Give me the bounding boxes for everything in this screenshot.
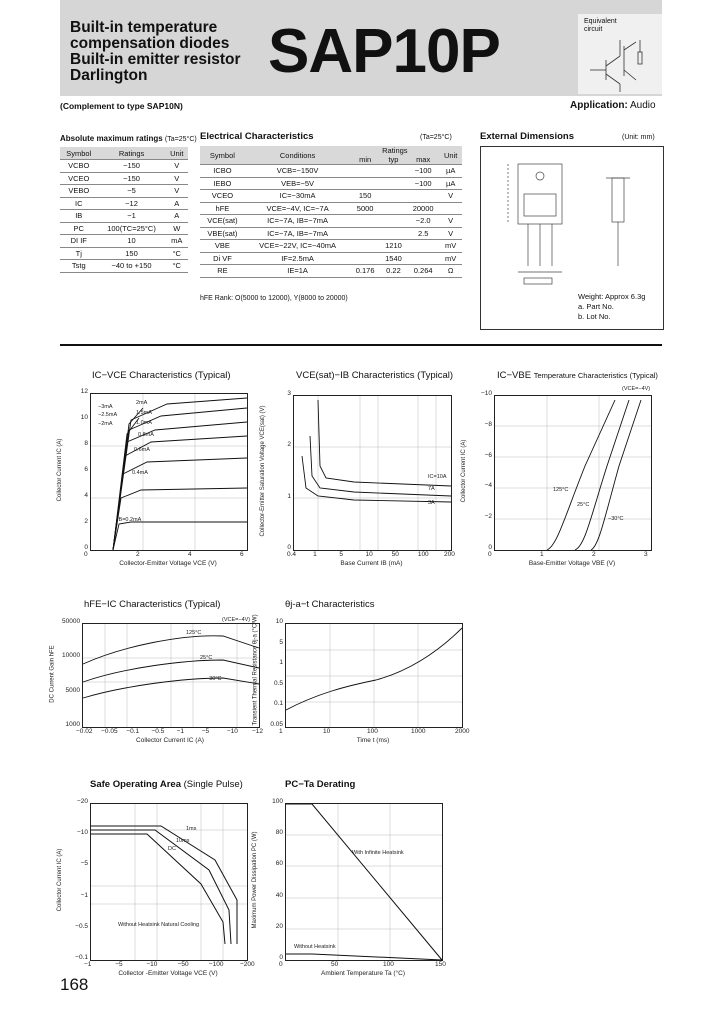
g2-xtick: 50	[391, 551, 399, 558]
g6-xtick: −100	[208, 961, 224, 968]
section-divider	[60, 344, 662, 346]
elec-cell: −100	[407, 165, 439, 178]
g7-title-main: PC−Ta Derating	[285, 779, 356, 790]
elec-cell: 1210	[380, 240, 407, 253]
elec-condition: (Ta=25°C)	[420, 134, 452, 141]
abs-cell: −150	[98, 160, 166, 173]
g7-title	[285, 779, 355, 790]
elec-cell: 0.22	[380, 265, 407, 278]
g1-title-main: IC−VCE Characteristics	[92, 370, 193, 381]
g1-title-sub: (Typical)	[194, 370, 231, 381]
g5-plot	[285, 623, 463, 728]
g3-title-sub: Temperature Characteristics (Typical)	[533, 371, 658, 380]
abs-cell: V	[166, 172, 188, 185]
abs-cell: PC	[60, 222, 98, 235]
elec-cell: 20000	[407, 202, 439, 215]
g7-xtick: 100	[383, 961, 394, 968]
abs-head-symbol: Symbol	[60, 147, 98, 160]
abs-cell: −150	[98, 172, 166, 185]
g7-curve-label: With Infinite Heatsink	[352, 850, 404, 856]
abs-cell: A	[166, 197, 188, 210]
elec-head-conditions: Conditions	[245, 146, 350, 165]
g6-title-sub: (Single Pulse)	[183, 779, 243, 790]
part-number: SAP10P	[268, 17, 500, 86]
abs-cell: −40 to +150	[98, 260, 166, 273]
g6-svg	[91, 804, 247, 960]
g3-curve-label: (VCE=−4V)	[622, 386, 651, 392]
g1-ytick: 2	[84, 518, 88, 525]
abs-max-title-text: Absolute maximum ratings	[60, 134, 163, 143]
page-number: 168	[60, 975, 89, 994]
g5-xlabel: Time t (ms)	[356, 737, 390, 744]
elec-cell	[350, 165, 380, 178]
elec-cell: µA	[439, 165, 462, 178]
abs-max-table	[60, 147, 188, 273]
abs-cell: 10	[98, 235, 166, 248]
elec-table	[200, 146, 462, 278]
g2-ytick: 2	[287, 441, 291, 449]
elec-head-unit: Unit	[439, 146, 462, 165]
abs-cell: mA	[166, 235, 188, 248]
elec-cell: 5000	[350, 202, 380, 215]
g5-ytick: 1	[279, 659, 283, 667]
elec-head-min: min	[350, 155, 380, 165]
g6-curve-label: DC	[168, 846, 176, 852]
g2-curve-label: 3A	[428, 500, 435, 506]
g3-svg	[495, 396, 651, 550]
elec-cell	[407, 240, 439, 253]
elec-row	[200, 240, 462, 253]
g6-xtick: −1	[84, 961, 92, 968]
elec-cell: IC=−30mA	[245, 190, 350, 203]
g3-ytick: −2	[484, 513, 492, 521]
g1-ytick: 8	[84, 440, 88, 447]
elec-cell: IC=−7A, IB=−7mA	[245, 227, 350, 240]
elec-row	[200, 190, 462, 203]
g1-curve-label: 0.6mA	[134, 447, 150, 453]
elec-cell	[350, 252, 380, 265]
title-line-1: Built-in temperature	[70, 19, 218, 36]
g5-xtick: 1	[279, 728, 283, 735]
g2-xtick: 100	[417, 551, 429, 558]
g4-xtick: −0.1	[126, 728, 140, 735]
elec-cell: ICBO	[200, 165, 245, 178]
g3-ylabel: Collector Current IC (A)	[461, 439, 467, 503]
elec-row	[200, 165, 462, 178]
abs-cell: °C	[166, 260, 188, 273]
g1-curve-label: 1.5mA	[136, 410, 152, 416]
g3-xtick: 1	[540, 551, 544, 558]
abs-cell: VEBO	[60, 185, 98, 198]
g2-title-sub: (Typical)	[417, 370, 454, 381]
hfe-rank-note: hFE Rank: O(5000 to 12000), Y(8000 to 20000)	[200, 295, 348, 302]
g6-xtick: −10	[146, 961, 158, 968]
g6-ylabel: Collector Current IC (A)	[57, 848, 63, 912]
g7-ytick: 0	[279, 954, 283, 961]
abs-cell: Tstg	[60, 260, 98, 273]
g3-xlabel: Base-Emitter Voltage VBE (V)	[528, 560, 616, 567]
elec-cell: VBE(sat)	[200, 227, 245, 240]
elec-head-symbol: Symbol	[200, 146, 245, 165]
elec-cell	[380, 190, 407, 203]
elec-cell	[350, 177, 380, 190]
g4-title-sub: (Typical)	[184, 599, 221, 610]
g6-xtick: −50	[177, 961, 189, 968]
g2-ytick: 1	[287, 492, 291, 500]
abs-cell: IB	[60, 210, 98, 223]
abs-row	[60, 260, 188, 273]
g1-xtick: 4	[188, 551, 192, 558]
elec-cell: IC=−7A, IB=−7mA	[245, 215, 350, 228]
elec-cell	[380, 177, 407, 190]
g2-curve-label: IC=10A	[428, 474, 447, 480]
g1-ytick: 6	[84, 466, 88, 473]
elec-cell: −100	[407, 177, 439, 190]
g3-ytick: 0	[488, 544, 492, 551]
g1-xtick: 2	[136, 551, 140, 558]
g1-xtick: 6	[240, 551, 244, 558]
elec-cell	[350, 215, 380, 228]
g3-ytick: −8	[484, 420, 492, 428]
elec-head-ratings: Ratings	[350, 146, 439, 155]
elec-cell	[350, 227, 380, 240]
elec-cell: −2.0	[407, 215, 439, 228]
abs-cell: V	[166, 185, 188, 198]
elec-cell: VEB=−5V	[245, 177, 350, 190]
g1-curve-label: −2mA	[98, 421, 113, 427]
elec-cell: IEBO	[200, 177, 245, 190]
g2-svg	[294, 396, 451, 550]
g4-xtick: −12	[252, 728, 264, 735]
elec-row	[200, 177, 462, 190]
g2-ytick: 3	[287, 390, 291, 397]
elec-cell	[407, 252, 439, 265]
title-line-4: Darlington	[70, 67, 148, 84]
g4-ytick: 10000	[62, 652, 81, 660]
abs-row	[60, 172, 188, 185]
g5-ytick: 0.1	[273, 700, 283, 708]
g2-xlabel: Base Current IB (mA)	[340, 560, 403, 567]
g3-curve-label: 25°C	[577, 502, 590, 508]
g5-xtick: 1000	[411, 728, 426, 735]
elec-cell: V	[439, 190, 462, 203]
abs-cell: VCBO	[60, 160, 98, 173]
abs-cell: −1	[98, 210, 166, 223]
g4-curve-label: 25°C	[200, 655, 213, 661]
g1-curve-label: 0.8mA	[138, 432, 154, 438]
g6-xlabel: Collector -Emitter Voltage VCE (V)	[118, 970, 218, 977]
g6-xtick: −5	[115, 961, 123, 968]
elec-head-max: max	[407, 155, 439, 165]
elec-cell: 150	[350, 190, 380, 203]
g3-ytick: −10	[480, 390, 492, 397]
elec-cell: Ω	[439, 265, 462, 278]
g7-xtick: 150	[435, 961, 446, 968]
abs-cell: V	[166, 160, 188, 173]
elec-head-typ: typ	[380, 155, 407, 165]
equivalent-circuit-diagram	[590, 36, 660, 92]
elec-cell: RE	[200, 265, 245, 278]
g2-xtick: 5	[339, 551, 343, 558]
g6-title	[90, 779, 243, 790]
title-line-2: compensation diodes	[70, 35, 230, 52]
g7-xtick: 0	[279, 961, 283, 968]
application-value: Audio	[630, 100, 656, 111]
g1-ytick: 0	[84, 544, 88, 551]
abs-cell: Tj	[60, 247, 98, 260]
g3-plot	[494, 395, 652, 551]
g7-ytick: 20	[275, 922, 283, 930]
g4-xtick: −0.5	[151, 728, 165, 735]
elec-cell	[380, 227, 407, 240]
g4-ytick: 50000	[62, 618, 81, 625]
g4-xtick: −5	[201, 728, 210, 735]
elec-cell	[380, 215, 407, 228]
abs-cell: °C	[166, 247, 188, 260]
elec-cell: VCB=−150V	[245, 165, 350, 178]
abs-cell: IC	[60, 197, 98, 210]
g4-ylabel: DC Current Gain hFE	[49, 644, 55, 703]
g2-ylabel: Collector-Emitter Saturation Voltage VCE(sat) (V)	[260, 405, 266, 537]
g4-title-main: hFE−IC Characteristics	[84, 599, 182, 610]
elec-cell	[439, 202, 462, 215]
elec-cell: IF=2.5mA	[245, 252, 350, 265]
abs-row	[60, 185, 188, 198]
g2-xtick: 10	[365, 551, 373, 558]
ext-dim-notes	[578, 292, 645, 322]
g2-title-main: VCE(sat)−IB Characteristics	[296, 370, 415, 381]
elec-cell: V	[439, 227, 462, 240]
elec-cell: µA	[439, 177, 462, 190]
elec-cell: VCE=−4V, IC=−7A	[245, 202, 350, 215]
g4-curve-label: −30°C	[206, 676, 222, 682]
g7-xtick: 50	[331, 961, 339, 968]
g3-ytick: −6	[484, 451, 492, 459]
g2-title	[296, 370, 453, 381]
g6-ytick: −10	[76, 829, 88, 837]
elec-cell	[380, 202, 407, 215]
elec-cell: V	[439, 215, 462, 228]
g1-curve-label: −2.5mA	[98, 412, 118, 418]
elec-cell: 2.5	[407, 227, 439, 240]
g5-xtick: 2000	[455, 728, 470, 735]
abs-row	[60, 210, 188, 223]
g6-ytick: −5	[80, 860, 88, 868]
g7-svg	[286, 804, 442, 960]
elec-cell	[407, 190, 439, 203]
g4-xtick: −10	[226, 728, 238, 735]
elec-row	[200, 227, 462, 240]
g5-ytick: 10	[275, 618, 283, 625]
g5-svg	[286, 624, 462, 727]
abs-row	[60, 235, 188, 248]
abs-row	[60, 222, 188, 235]
g3-curve-label: −30°C	[608, 516, 624, 522]
g7-ytick: 80	[275, 829, 283, 837]
g3-xtick: 0	[488, 551, 492, 558]
g6-curve-label: Without Heatsink Natural Cooling	[118, 922, 200, 928]
g4-title	[84, 599, 220, 610]
abs-cell: −5	[98, 185, 166, 198]
g5-ytick: 0.05	[270, 721, 283, 728]
g1-ytick: 12	[80, 388, 88, 395]
title-line-3: Built-in emitter resistor	[70, 51, 241, 68]
g7-ytick: 60	[275, 860, 283, 868]
g6-xtick: −200	[240, 961, 255, 968]
g7-curve-label: Without Heatsink	[294, 944, 336, 950]
g7-ylabel: Maximum Power Dissipation PC (W)	[252, 831, 258, 929]
g7-ytick: 40	[275, 891, 283, 899]
complement-note: (Complement to type SAP10N)	[60, 101, 183, 111]
g1-ytick: 4	[84, 492, 88, 499]
equivalent-circuit-label: Equivalent circuit	[584, 18, 617, 33]
g5-xtick: 10	[323, 728, 331, 735]
elec-cell: 0.264	[407, 265, 439, 278]
g7-ytick: 100	[272, 798, 283, 805]
g5-ylabel: Transient Thermal Resistance θj-a (°C/W)	[252, 613, 258, 725]
g4-xtick: −0.05	[101, 728, 118, 735]
g4-curve-label: (VCE=−4V)	[222, 617, 251, 623]
g1-xtick: 0	[84, 551, 88, 558]
elec-cell: mV	[439, 240, 462, 253]
abs-max-title	[60, 134, 197, 143]
g6-ytick: −0.1	[75, 954, 88, 961]
g2-xtick: 200	[444, 551, 455, 558]
g1-curve-label: 2mA	[136, 400, 148, 406]
g1-ytick: 10	[80, 414, 88, 421]
application	[570, 100, 656, 111]
abs-cell: −12	[98, 197, 166, 210]
g6-ytick: −1	[80, 891, 88, 899]
elec-cell	[380, 165, 407, 178]
g5-title-main: θj-a−t Characteristics	[285, 599, 375, 610]
elec-cell: 1540	[380, 252, 407, 265]
elec-row	[200, 202, 462, 215]
g4-curve-label: 125°C	[186, 630, 202, 636]
note-a: a. Part No.	[578, 302, 614, 311]
g1-curve-label: 1.0mA	[136, 420, 152, 426]
abs-row	[60, 197, 188, 210]
g3-xtick: 2	[592, 551, 596, 558]
g7-xlabel: Ambient Temperature Ta (°C)	[320, 970, 405, 977]
elec-cell: VCE(sat)	[200, 215, 245, 228]
g3-title-main: IC−VBE	[497, 370, 532, 381]
elec-cell: VCE=−22V, IC=−40mA	[245, 240, 350, 253]
g5-ytick: 5	[279, 638, 283, 646]
g2-plot	[293, 395, 452, 551]
elec-cell: VCEO	[200, 190, 245, 203]
g4-xlabel: Collector Current IC (A)	[136, 737, 204, 744]
g4-xtick: −0.02	[76, 728, 93, 735]
abs-cell: VCEO	[60, 172, 98, 185]
elec-cell: hFE	[200, 202, 245, 215]
g3-curve-label: 125°C	[553, 487, 569, 493]
elec-cell: Di VF	[200, 252, 245, 265]
g3-title	[497, 370, 658, 381]
g2-ytick: 0	[287, 544, 291, 551]
elec-cell: mV	[439, 252, 462, 265]
g3-ytick: −4	[484, 482, 492, 490]
note-b: b. Lot No.	[578, 312, 611, 321]
g6-plot	[90, 803, 248, 961]
g6-curve-label: 10ms	[176, 838, 190, 844]
g1-xlabel: Collector-Emitter Voltage VCE (V)	[119, 560, 217, 567]
g6-ytick: −0.5	[75, 922, 88, 930]
g4-xtick: −1	[176, 728, 184, 735]
elec-cell	[350, 240, 380, 253]
elec-row	[200, 252, 462, 265]
abs-head-unit: Unit	[166, 147, 188, 160]
elec-title: Electrical Characteristics	[200, 131, 314, 142]
g4-ytick: 5000	[65, 686, 80, 694]
g7-plot	[285, 803, 443, 961]
g2-xtick: 1	[313, 551, 317, 558]
g5-ytick: 0.5	[273, 679, 283, 687]
elec-row	[200, 215, 462, 228]
g1-curve-label: IB=0.2mA	[117, 517, 142, 523]
g4-ytick: 1000	[65, 721, 80, 728]
abs-cell: 100(TC=25°C)	[98, 222, 166, 235]
g1-curve-label: −3mA	[98, 404, 113, 410]
abs-row	[60, 247, 188, 260]
abs-cell: 150	[98, 247, 166, 260]
ext-dim-unit: (Unit: mm)	[622, 134, 655, 141]
elec-cell: VBE	[200, 240, 245, 253]
abs-row	[60, 160, 188, 173]
elec-row	[200, 265, 462, 278]
abs-head-ratings: Ratings	[98, 147, 166, 160]
abs-cell: W	[166, 222, 188, 235]
elec-cell: 0.176	[350, 265, 380, 278]
g1-title	[92, 370, 231, 381]
product-description	[70, 20, 241, 84]
weight-note: Weight: Approx 6.3g	[578, 292, 646, 301]
g1-curve-label: 0.4mA	[132, 470, 148, 476]
package-drawing	[488, 154, 656, 284]
g6-curve-label: 1ms	[186, 826, 197, 832]
abs-max-condition: (Ta=25°C)	[164, 136, 197, 143]
ext-dim-title: External Dimensions	[480, 131, 574, 142]
g5-title	[285, 599, 375, 610]
g6-ytick: −20	[76, 798, 88, 805]
g2-curve-label: 7A	[428, 486, 435, 492]
g2-xtick: 0.4	[287, 551, 297, 558]
g6-title-main: Safe Operating Area	[90, 779, 181, 790]
abs-cell: DI IF	[60, 235, 98, 248]
g3-xtick: 3	[644, 551, 648, 558]
abs-cell: A	[166, 210, 188, 223]
application-label: Application:	[570, 100, 628, 111]
g1-ylabel: Collector Current IC (A)	[57, 438, 63, 502]
g5-xtick: 100	[367, 728, 378, 735]
elec-cell: IE=1A	[245, 265, 350, 278]
